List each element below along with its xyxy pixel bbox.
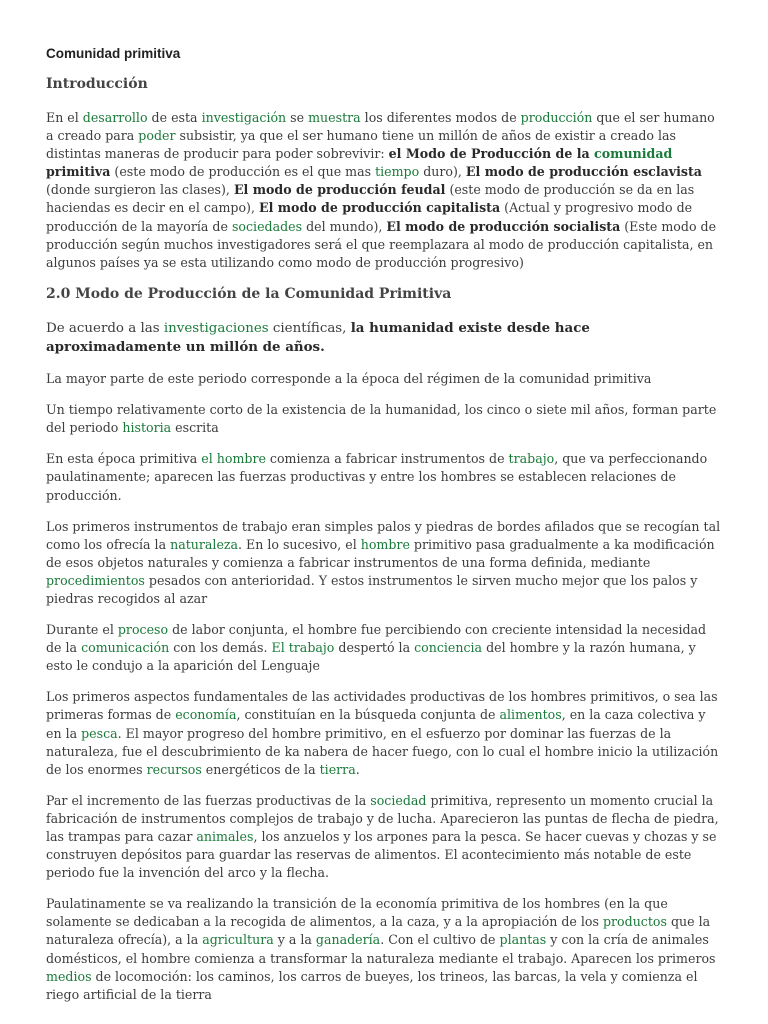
text-run: . En lo sucesivo, el xyxy=(238,536,361,552)
inline-link[interactable]: sociedades xyxy=(231,218,303,234)
text-run: . xyxy=(355,761,360,777)
text-run: que la naturaleza ofrecía), a la xyxy=(46,914,711,948)
inline-link[interactable]: tiempo xyxy=(375,164,420,180)
text-run: comienza a fabricar instrumentos de xyxy=(265,451,509,467)
bold-text xyxy=(46,164,110,179)
text-run: , en la caza colectiva y en la xyxy=(46,707,706,741)
text-run: científicas, xyxy=(268,320,351,336)
text-run: Paulatinamente se va realizando la transición de la economía primitiva de los hombres (en la que solamente se dedicaban a la recogida de alimentos, a la caza, y a la apropiación de los xyxy=(46,896,668,930)
inline-link[interactable]: El trabajo xyxy=(271,640,335,656)
inline-link[interactable]: hombre xyxy=(360,536,410,552)
text-run: de labor conjunta, el hombre fue percibiendo con creciente intensidad la necesidad de la xyxy=(46,622,707,656)
paragraph-8 xyxy=(46,688,722,778)
text-run: duro), xyxy=(419,164,466,180)
heading-section-2: 2.0 Modo de Producción de la Comunidad Primitiva xyxy=(46,285,452,302)
inline-link[interactable]: sociedad xyxy=(370,792,427,808)
inline-link[interactable]: productos xyxy=(602,914,667,930)
inline-link[interactable]: naturaleza xyxy=(170,536,239,552)
text-run: del hombre y la razón humana, y esto le condujo a la aparición del Lenguaje xyxy=(46,640,696,674)
inline-link[interactable]: tierra xyxy=(319,761,356,777)
text-run: subsistir, ya que el ser humano tiene un millón de años de existir a creado las distintas maneras de producir para poder sobrevivir: xyxy=(46,128,676,162)
bold-text: la humanidad existe desde hace aproximadamente un millón de años. xyxy=(46,319,590,355)
inline-link[interactable]: proceso xyxy=(117,622,169,638)
text-run: La mayor parte de este periodo corresponde a la época del régimen de la comunidad primitiva xyxy=(46,371,652,387)
heading-introduction: Introducción xyxy=(46,76,148,92)
inline-link[interactable]: economía xyxy=(175,707,237,723)
bold-text xyxy=(259,200,500,215)
bold-text: El modo de producción socialista xyxy=(386,218,621,234)
text-run: . El mayor progreso del hombre primitivo, en el esfuerzo por dominar las fuerzas de la naturaleza, fue el descubrimiento de ka nabera de hacer fuego, con lo cual el hombre inicio la utilización de los enormes xyxy=(46,725,719,777)
bold-text xyxy=(386,219,620,234)
inline-link[interactable]: ganadería xyxy=(315,932,381,948)
text-run: En el xyxy=(46,110,83,125)
inline-link[interactable]: investigaciones xyxy=(163,320,269,336)
inline-link[interactable]: muestra xyxy=(308,110,361,125)
bold-text xyxy=(234,182,446,197)
text-run: (donde surgieron las clases), xyxy=(46,182,234,198)
inline-link[interactable]: procedimientos xyxy=(46,572,145,588)
paragraph-9 xyxy=(46,792,722,882)
paragraph-7 xyxy=(46,621,722,675)
inline-link[interactable]: pesca xyxy=(81,725,118,741)
bold-text: El modo de producción capitalista xyxy=(258,200,501,216)
inline-link[interactable]: recursos xyxy=(146,761,202,777)
inline-link[interactable]: trabajo xyxy=(508,451,555,467)
text-run: primitivo pasa gradualmente a ka modificación de esos objetos naturales y comienza a fabricar instrumentos de una forma definida, mediante xyxy=(46,536,715,570)
bold-text xyxy=(466,164,702,179)
text-run: pesados con anterioridad. Y estos instrumentos le sirven mucho mejor que los palos y piedras recogidos al azar xyxy=(46,572,698,606)
text-run: de esta xyxy=(147,110,202,125)
text-run: primitiva, represento un momento crucial la fabricación de instrumentos complejos de trabajo y de lucha. Aparecieron las puntas de flecha de piedra, las trampas para cazar xyxy=(46,792,719,844)
text-run: (este modo de producción se da en las haciendas es decir en el campo), xyxy=(46,182,695,216)
paragraph-intro xyxy=(46,109,722,272)
text-run: (este modo de producción es el que mas xyxy=(110,164,376,180)
inline-link[interactable]: desarrollo xyxy=(82,110,148,125)
text-run: Un tiempo relativamente corto de la existencia de la humanidad, los cinco o siete mil años, forman parte del periodo xyxy=(46,402,717,436)
text-run: energéticos de la xyxy=(201,761,320,777)
bold-text xyxy=(389,146,594,161)
bold-text xyxy=(594,146,672,161)
text-run: y a la xyxy=(273,932,316,948)
text-run: Par el incremento de las fuerzas productivas de la xyxy=(46,792,371,808)
inline-link[interactable]: animales xyxy=(196,829,254,844)
inline-link[interactable]: historia xyxy=(122,420,172,436)
text-run: , constituían en la búsqueda conjunta de xyxy=(236,707,500,723)
text-run: de locomoción: los caminos, los carros de bueyes, los trineos, las barcas, la vela y comienza el riego artificial de la tierra xyxy=(46,968,698,1002)
text-run: (Actual y progresivo modo de producción de la mayoría de xyxy=(46,200,693,234)
paragraph-4 xyxy=(46,401,722,437)
text-run: Los primeros aspectos fundamentales de las actividades productivas de los hombres primitivos, o sea las primeras formas de xyxy=(46,689,718,723)
bold-text: El modo de producción esclavista xyxy=(465,164,702,180)
text-run: Durante el xyxy=(46,622,118,638)
inline-link[interactable]: comunidad xyxy=(594,146,673,162)
inline-link[interactable]: poder xyxy=(138,128,176,144)
text-run: se xyxy=(286,110,309,125)
text-run: Los primeros instrumentos de trabajo eran simples palos y piedras de bordes afilados que se recogían tal como los ofrecía la xyxy=(46,518,721,552)
text-run: , que va perfeccionando paulatinamente; aparecen las fuerzas productivas y entre los hombres se establecen relaciones de producción. xyxy=(46,451,708,503)
inline-link[interactable]: medios xyxy=(46,968,92,984)
text-run: De acuerdo a las xyxy=(46,320,164,336)
inline-link[interactable]: investigación xyxy=(201,110,287,125)
text-run: , los anzuelos y los arpones para la pesca. Se hacer cuevas y chozas y se construyen depósitos para guardar las reservas de alimentos. El acontecimiento más notable de este periodo fue la invención del arco y la flecha. xyxy=(46,829,717,881)
inline-link[interactable]: conciencia xyxy=(414,640,483,656)
inline-link[interactable]: el hombre xyxy=(201,451,266,467)
text-run: que el ser humano a creado para xyxy=(46,110,715,144)
text-run: escrita xyxy=(171,420,219,436)
text-run: los diferentes modos de xyxy=(360,110,521,125)
document-title: Comunidad primitiva xyxy=(46,46,181,61)
text-run: con los demás. xyxy=(169,640,272,656)
bold-text: primitiva xyxy=(46,164,111,180)
text-run: . Con el cultivo de xyxy=(380,932,500,948)
bold-text: el Modo de Producción de la xyxy=(388,146,595,162)
paragraph-6 xyxy=(46,518,722,608)
paragraph-5 xyxy=(46,450,722,504)
text-run: (Este modo de producción según muchos investigadores será el que reemplazara al modo de producción capitalista, en algunos países ya se esta utilizando como modo de producción progresivo) xyxy=(46,218,717,270)
text-run: del mundo), xyxy=(302,218,387,234)
inline-link[interactable]: agricultura xyxy=(202,932,274,948)
paragraph-3 xyxy=(46,370,722,388)
text-run: despertó la xyxy=(334,640,415,656)
text-run: y con la cría de animales domésticos, el hombre comienza a transformar la naturaleza mediante el trabajo. Aparecen los primeros xyxy=(46,932,716,966)
paragraph-2 xyxy=(46,319,722,357)
inline-link[interactable]: comunicación xyxy=(81,640,170,656)
paragraph-10 xyxy=(46,895,722,1004)
text-run: En esta época primitiva xyxy=(46,451,202,467)
inline-link[interactable]: producción xyxy=(520,110,593,125)
inline-link[interactable]: plantas xyxy=(499,932,547,948)
bold-text: El modo de producción feudal xyxy=(233,182,446,198)
inline-link[interactable]: alimentos xyxy=(499,707,562,723)
